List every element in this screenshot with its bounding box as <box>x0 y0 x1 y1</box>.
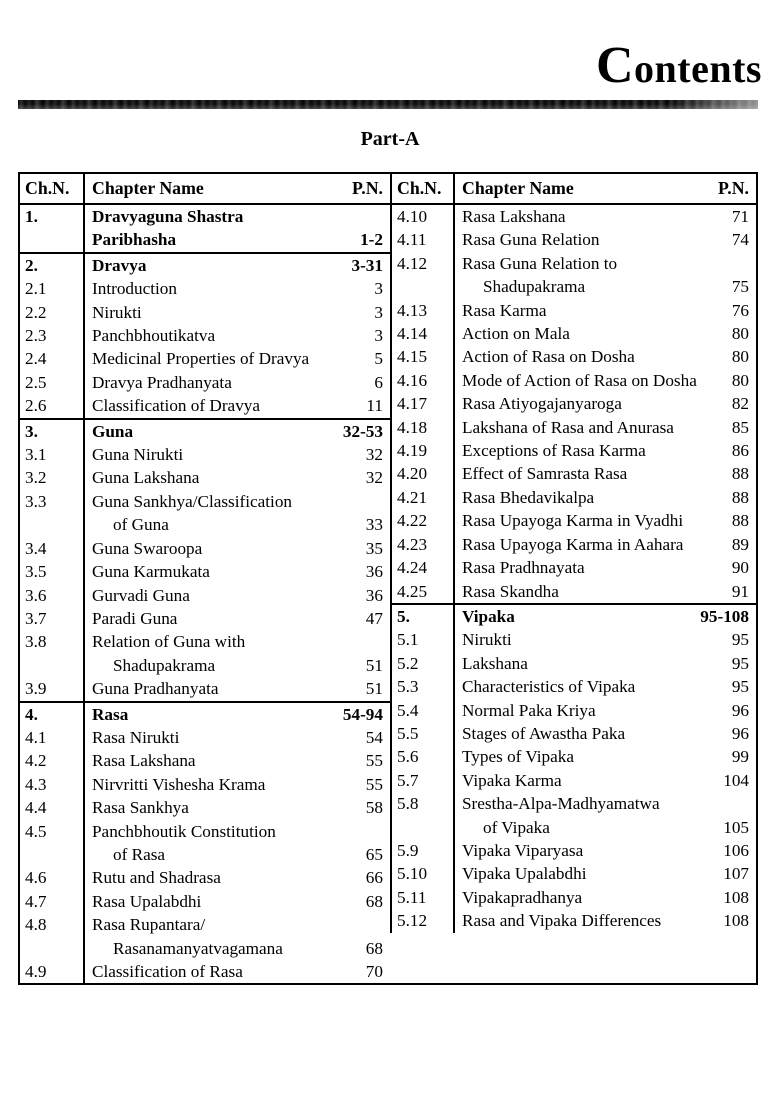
cell-chapter-name: Guna Lakshana <box>84 466 329 489</box>
table-row <box>392 745 756 768</box>
cell-page-no: 66 <box>365 868 383 888</box>
table-row <box>20 228 390 252</box>
cell-chapter-no: 5.7 <box>396 770 419 790</box>
cell-page-no <box>697 252 756 275</box>
table-row <box>392 509 756 532</box>
cell-chapter-no: 3.7 <box>25 608 47 628</box>
table-row <box>20 677 390 701</box>
cell-page-no: 80 <box>731 347 749 367</box>
cell-page-no: 51 <box>365 655 383 675</box>
cell-chapter-no: 5.3 <box>396 677 419 697</box>
table-row <box>392 816 756 839</box>
cell-chapter-name: Rasa Upalabdhi <box>84 890 329 913</box>
cell-chapter-no <box>392 816 454 839</box>
table-row <box>20 347 390 370</box>
table-row <box>20 654 390 677</box>
cell-chapter-name: Guna Sankhya/Classification <box>84 490 329 513</box>
contents-right-column <box>390 174 756 933</box>
cell-chapter-name: Dravya <box>84 253 329 277</box>
table-row <box>20 820 390 843</box>
header-page-no: P.N. <box>329 174 390 204</box>
cell-chapter-no <box>20 228 84 252</box>
cell-chapter-name: Mode of Action of Rasa on Dosha <box>454 369 697 392</box>
table-row <box>392 839 756 862</box>
cell-chapter-name: Medicinal Properties of Dravya <box>84 347 329 370</box>
table-row <box>20 537 390 560</box>
cell-chapter-no: 2.2 <box>25 302 47 322</box>
cell-chapter-name: Rasa Pradhnayata <box>454 556 697 579</box>
table-row <box>392 722 756 745</box>
cell-page-no: 85 <box>731 417 749 437</box>
cell-chapter-name: Rasa and Vipaka Differences <box>454 909 697 932</box>
cell-page-no: 5 <box>374 349 383 369</box>
cell-chapter-name: of Guna <box>84 513 329 536</box>
cell-page-no: 6 <box>374 372 383 392</box>
cell-page-no: 105 <box>723 817 749 837</box>
cell-chapter-name: Nirukti <box>454 628 697 651</box>
table-row <box>20 560 390 583</box>
cell-chapter-no: 5.8 <box>396 794 419 814</box>
table-row <box>392 675 756 698</box>
table-row <box>20 371 390 394</box>
table-row <box>392 299 756 322</box>
toc-table-right <box>392 174 756 933</box>
cell-chapter-name: Panchbhoutik Constitution <box>84 820 329 843</box>
cell-page-no: 35 <box>365 538 383 558</box>
table-row <box>20 607 390 630</box>
table-row <box>392 862 756 885</box>
cell-page-no: 108 <box>723 887 749 907</box>
table-row <box>392 769 756 792</box>
cell-page-no: 76 <box>731 300 749 320</box>
table-row <box>20 726 390 749</box>
cell-page-no: 96 <box>731 723 749 743</box>
table-row <box>392 909 756 932</box>
cell-chapter-no: 4.1 <box>25 727 47 747</box>
cell-page-no: 3 <box>374 279 383 299</box>
cell-chapter-name: Rasa Bhedavikalpa <box>454 486 697 509</box>
cell-page-no: 80 <box>731 370 749 390</box>
table-row <box>20 584 390 607</box>
table-row <box>20 796 390 819</box>
cell-page-no <box>329 913 390 936</box>
cell-chapter-no: 4.7 <box>25 891 47 911</box>
cell-page-no <box>697 792 756 815</box>
cell-page-no: 65 <box>365 844 383 864</box>
contents-left-column <box>20 174 390 983</box>
cell-chapter-name: Paradi Guna <box>84 607 329 630</box>
cell-chapter-name: Vipaka Upalabdhi <box>454 862 697 885</box>
table-row <box>392 392 756 415</box>
cell-chapter-name: Rasa Karma <box>454 299 697 322</box>
part-title: Part-A <box>360 128 420 150</box>
cell-page-no: 89 <box>731 534 749 554</box>
cell-page-no: 88 <box>731 464 749 484</box>
cell-page-no: 11 <box>366 396 383 416</box>
cell-page-no: 95 <box>731 630 749 650</box>
table-row <box>392 580 756 604</box>
toc-table-left <box>20 174 390 983</box>
cell-chapter-name: Vipaka Viparyasa <box>454 839 697 862</box>
cell-chapter-no: 3. <box>20 419 84 443</box>
cell-chapter-name: of Vipaka <box>454 816 697 839</box>
cell-chapter-name: Rasa Guna Relation to <box>454 252 697 275</box>
cell-page-no: 3-31 <box>329 253 390 277</box>
header-page-no: P.N. <box>697 174 756 204</box>
cell-page-no: 32 <box>365 445 383 465</box>
table-row <box>20 749 390 772</box>
cell-page-no: 99 <box>731 747 749 767</box>
cell-chapter-name: Types of Vipaka <box>454 745 697 768</box>
header-chapter-no: Ch.N. <box>392 174 454 204</box>
cell-chapter-no: 3.8 <box>25 632 47 652</box>
table-row <box>392 628 756 651</box>
cell-chapter-name: Rasa Skandha <box>454 580 697 604</box>
table-row <box>20 443 390 466</box>
cell-chapter-name: of Rasa <box>84 843 329 866</box>
table-row <box>392 604 756 628</box>
cell-chapter-no: 5.10 <box>396 864 428 884</box>
table-row <box>20 204 390 228</box>
table-row <box>392 439 756 462</box>
cell-page-no: 88 <box>731 487 749 507</box>
header-chapter-name: Chapter Name <box>84 174 329 204</box>
cell-chapter-no: 5.4 <box>396 700 419 720</box>
table-row <box>392 886 756 909</box>
cell-chapter-name: Rasa Atiyogajanyaroga <box>454 392 697 415</box>
table-row <box>392 652 756 675</box>
cell-chapter-no: 5.5 <box>396 723 419 743</box>
cell-page-no: 82 <box>731 394 749 414</box>
table-row <box>20 324 390 347</box>
cell-chapter-no: 2.5 <box>25 372 47 392</box>
cell-chapter-no: 4.13 <box>396 300 428 320</box>
cell-chapter-no: 1. <box>20 204 84 228</box>
cell-chapter-name: Classification of Dravya <box>84 394 329 418</box>
cell-chapter-no: 4.22 <box>396 511 428 531</box>
cell-page-no: 3 <box>374 326 383 346</box>
cell-page-no <box>329 490 390 513</box>
table-row <box>392 369 756 392</box>
cell-chapter-name: Rasa Lakshana <box>454 204 697 228</box>
cell-chapter-name: Shadupakrama <box>84 654 329 677</box>
cell-chapter-no: 4.16 <box>396 370 428 390</box>
cell-chapter-no: 4.20 <box>396 464 428 484</box>
cell-chapter-name: Effect of Samrasta Rasa <box>454 462 697 485</box>
cell-page-no: 80 <box>731 324 749 344</box>
cell-page-no: 90 <box>731 558 749 578</box>
cell-chapter-no: 4.4 <box>25 798 47 818</box>
cell-chapter-no: 4.17 <box>396 394 428 414</box>
cell-chapter-name: Characteristics of Vipaka <box>454 675 697 698</box>
cell-page-no: 54 <box>365 727 383 747</box>
cell-chapter-name: Rasa <box>84 702 329 726</box>
cell-chapter-name: Action of Rasa on Dosha <box>454 345 697 368</box>
cell-chapter-name: Rasa Rupantara/ <box>84 913 329 936</box>
cell-chapter-name: Vipakapradhanya <box>454 886 697 909</box>
cell-page-no: 86 <box>731 441 749 461</box>
header-chapter-name: Chapter Name <box>454 174 697 204</box>
cell-chapter-name: Relation of Guna with <box>84 630 329 653</box>
cell-chapter-no: 4.19 <box>396 441 428 461</box>
cell-page-no: 1-2 <box>360 230 383 250</box>
cell-page-no: 104 <box>723 770 749 790</box>
cell-chapter-no: 5.1 <box>396 630 419 650</box>
cell-page-no: 91 <box>731 581 749 601</box>
cell-chapter-name: Lakshana <box>454 652 697 675</box>
cell-chapter-no <box>20 937 84 960</box>
table-row <box>20 960 390 983</box>
cell-chapter-no: 4.9 <box>25 962 47 981</box>
cell-chapter-no: 4.5 <box>25 821 47 841</box>
header-chapter-no: Ch.N. <box>20 174 84 204</box>
cell-chapter-no: 2. <box>20 253 84 277</box>
table-row <box>392 792 756 815</box>
cell-chapter-no: 3.3 <box>25 491 47 511</box>
table-row <box>20 490 390 513</box>
page-title-capital: C <box>595 37 635 94</box>
cell-page-no: 107 <box>723 864 749 884</box>
cell-chapter-name: Rasa Guna Relation <box>454 228 697 251</box>
cell-page-no: 54-94 <box>329 702 390 726</box>
cell-chapter-no: 4.11 <box>396 230 427 250</box>
cell-chapter-no: 3.1 <box>25 445 47 465</box>
table-row <box>20 773 390 796</box>
cell-chapter-no: 3.9 <box>25 679 47 699</box>
cell-chapter-name: Guna Nirukti <box>84 443 329 466</box>
cell-chapter-no: 2.6 <box>25 396 47 416</box>
table-row <box>392 556 756 579</box>
cell-chapter-no: 3.5 <box>25 562 47 582</box>
page-title-rest: ontents <box>634 46 762 91</box>
table-row <box>20 513 390 536</box>
cell-page-no: 3 <box>374 302 383 322</box>
cell-chapter-name: Dravyaguna Shastra <box>84 204 329 228</box>
cell-page-no: 75 <box>731 277 749 297</box>
toc-body-left <box>20 204 390 983</box>
cell-page-no: 88 <box>731 511 749 531</box>
table-row <box>392 228 756 251</box>
cell-chapter-name: Dravya Pradhanyata <box>84 371 329 394</box>
cell-chapter-name: Rutu and Shadrasa <box>84 866 329 889</box>
table-row <box>392 486 756 509</box>
cell-chapter-no: 3.4 <box>25 538 47 558</box>
cell-chapter-name: Paribhasha <box>84 228 329 252</box>
cell-page-no: 106 <box>723 840 749 860</box>
cell-chapter-no: 5.11 <box>396 887 427 907</box>
cell-chapter-no: 5.9 <box>396 840 419 860</box>
table-row <box>20 301 390 324</box>
cell-chapter-name: Classification of Rasa <box>84 960 329 983</box>
cell-page-no: 74 <box>731 230 749 250</box>
table-row <box>392 462 756 485</box>
cell-chapter-no: 4.8 <box>25 915 47 935</box>
cell-chapter-name: Guna Karmukata <box>84 560 329 583</box>
cell-chapter-name: Normal Paka Kriya <box>454 699 697 722</box>
cell-chapter-name: Guna Swaroopa <box>84 537 329 560</box>
cell-chapter-no: 2.1 <box>25 279 47 299</box>
table-header-row <box>392 174 756 204</box>
cell-page-no: 95-108 <box>697 604 756 628</box>
cell-chapter-no: 4.24 <box>396 558 428 578</box>
cell-page-no: 32 <box>365 468 383 488</box>
table-row <box>392 275 756 298</box>
cell-chapter-name: Gurvadi Guna <box>84 584 329 607</box>
cell-chapter-no: 5.2 <box>396 653 419 673</box>
cell-page-no: 36 <box>365 562 383 582</box>
cell-chapter-name: Guna <box>84 419 329 443</box>
cell-chapter-name: Vipaka <box>454 604 697 628</box>
cell-page-no <box>329 630 390 653</box>
cell-chapter-name: Action on Mala <box>454 322 697 345</box>
cell-chapter-no: 4.14 <box>396 324 428 344</box>
table-row <box>20 253 390 277</box>
cell-page-no: 95 <box>731 653 749 673</box>
cell-chapter-name: Exceptions of Rasa Karma <box>454 439 697 462</box>
cell-page-no: 70 <box>365 962 383 981</box>
table-row <box>20 890 390 913</box>
cell-chapter-name: Vipaka Karma <box>454 769 697 792</box>
cell-chapter-no <box>20 513 84 536</box>
cell-chapter-name: Rasa Lakshana <box>84 749 329 772</box>
cell-page-no: 33 <box>365 515 383 535</box>
cell-chapter-no: 2.3 <box>25 326 47 346</box>
cell-chapter-no <box>20 654 84 677</box>
cell-chapter-name: Rasanamanyatvagamana <box>84 937 329 960</box>
cell-chapter-name: Nirukti <box>84 301 329 324</box>
table-row <box>392 699 756 722</box>
table-row <box>20 277 390 300</box>
cell-chapter-name: Panchbhoutikatva <box>84 324 329 347</box>
cell-chapter-name: Stages of Awastha Paka <box>454 722 697 745</box>
table-row <box>20 843 390 866</box>
cell-page-no <box>329 204 390 228</box>
cell-page-no: 96 <box>731 700 749 720</box>
table-row <box>20 466 390 489</box>
cell-chapter-no: 4.18 <box>396 417 428 437</box>
cell-page-no: 108 <box>723 911 749 931</box>
cell-page-no: 32-53 <box>329 419 390 443</box>
cell-chapter-no: 4.12 <box>396 253 428 273</box>
cell-chapter-no: 2.4 <box>25 349 47 369</box>
cell-page-no <box>329 820 390 843</box>
cell-chapter-no: 4.6 <box>25 868 47 888</box>
cell-chapter-no <box>392 275 454 298</box>
cell-page-no: 68 <box>365 891 383 911</box>
cell-chapter-no: 4.2 <box>25 751 47 771</box>
cell-chapter-name: Rasa Sankhya <box>84 796 329 819</box>
table-row <box>392 416 756 439</box>
cell-chapter-no: 5.6 <box>396 747 419 767</box>
cell-chapter-no: 4.10 <box>396 207 428 226</box>
cell-chapter-no: 5. <box>392 604 454 628</box>
table-row <box>20 419 390 443</box>
cell-chapter-no: 3.6 <box>25 585 47 605</box>
cell-chapter-name: Lakshana of Rasa and Anurasa <box>454 416 697 439</box>
cell-chapter-no: 3.2 <box>25 468 47 488</box>
cell-chapter-name: Introduction <box>84 277 329 300</box>
cell-page-no: 51 <box>365 679 383 699</box>
cell-chapter-name: Rasa Upayoga Karma in Vyadhi <box>454 509 697 532</box>
toc-body-right <box>392 204 756 933</box>
contents-table <box>18 172 758 985</box>
cell-chapter-no: 4.15 <box>396 347 428 367</box>
cell-page-no: 55 <box>365 751 383 771</box>
cell-chapter-no: 4.23 <box>396 534 428 554</box>
header-divider-rule <box>18 100 758 109</box>
page-title <box>595 37 762 94</box>
cell-chapter-name: Rasa Nirukti <box>84 726 329 749</box>
cell-page-no: 36 <box>365 585 383 605</box>
table-row <box>392 252 756 275</box>
cell-chapter-no: 4.3 <box>25 774 47 794</box>
cell-chapter-no <box>20 843 84 866</box>
cell-page-no: 58 <box>365 798 383 818</box>
cell-page-no: 95 <box>731 677 749 697</box>
table-row <box>20 866 390 889</box>
cell-chapter-no: 4.25 <box>396 581 428 601</box>
table-row <box>392 322 756 345</box>
cell-page-no: 55 <box>365 774 383 794</box>
table-row <box>20 913 390 936</box>
table-row <box>20 394 390 418</box>
cell-chapter-name: Nirvritti Vishesha Krama <box>84 773 329 796</box>
table-row <box>20 630 390 653</box>
cell-page-no: 68 <box>365 938 383 958</box>
cell-chapter-name: Srestha-Alpa-Madhyamatwa <box>454 792 697 815</box>
table-row <box>20 937 390 960</box>
table-row <box>392 345 756 368</box>
cell-chapter-name: Rasa Upayoga Karma in Aahara <box>454 533 697 556</box>
table-row <box>20 702 390 726</box>
cell-chapter-no: 4.21 <box>396 487 428 507</box>
cell-page-no: 71 <box>731 207 749 226</box>
cell-page-no: 47 <box>365 608 383 628</box>
cell-chapter-name: Guna Pradhanyata <box>84 677 329 701</box>
table-header-row <box>20 174 390 204</box>
table-row <box>392 533 756 556</box>
cell-chapter-no: 5.12 <box>396 911 428 931</box>
table-row <box>392 204 756 228</box>
cell-chapter-name: Shadupakrama <box>454 275 697 298</box>
cell-chapter-no: 4. <box>20 702 84 726</box>
